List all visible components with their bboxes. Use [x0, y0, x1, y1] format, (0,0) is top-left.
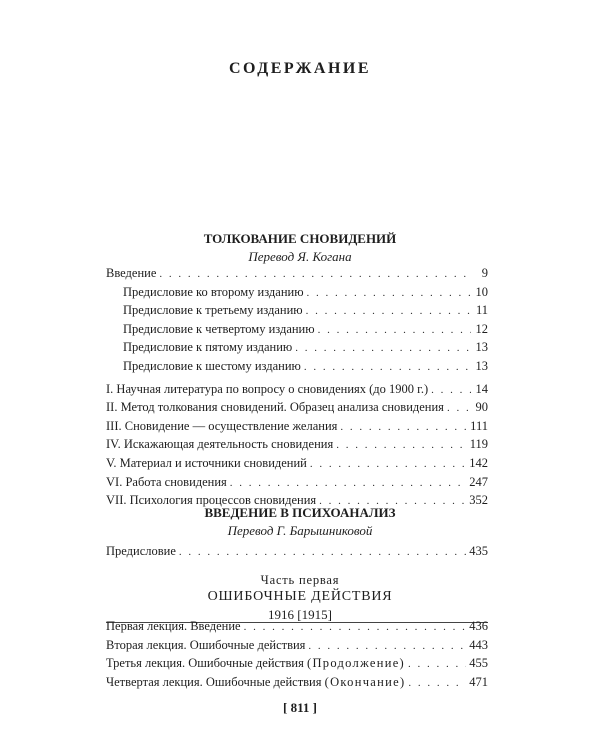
toc-entry-label: II. Метод толкования сновидений. Образец анализа сновидения — [106, 400, 444, 415]
leader-dots — [308, 637, 466, 656]
leader-dots — [304, 358, 471, 377]
leader-dots — [230, 474, 466, 493]
toc-entry-label: Предисловие ко второму изданию — [123, 284, 304, 299]
leader-dots — [310, 455, 466, 474]
toc-entry[interactable] — [106, 320, 488, 339]
toc-entry-label: Введение — [106, 266, 157, 280]
toc-entry[interactable] — [106, 617, 488, 636]
toc-entry[interactable] — [106, 473, 488, 492]
toc-entry-label: IV. Искажающая деятельность сновидения — [106, 437, 334, 452]
section2-preface — [106, 542, 488, 561]
toc-entry-label: Предисловие к четвертому изданию — [123, 321, 315, 336]
toc-entry-page: 13 — [475, 358, 488, 373]
toc-entry-label: V. Материал и источники сновидений — [106, 455, 307, 470]
toc-entry-label: I. Научная литература по вопросу о сновидениях (до 1900 г.) — [106, 381, 429, 396]
leader-dots — [307, 284, 471, 303]
section2-lectures — [106, 617, 488, 691]
toc-entry[interactable] — [106, 357, 488, 376]
page-title: СОДЕРЖАНИЕ — [228, 60, 372, 77]
toc-entry-note: (Продолжение) — [306, 656, 406, 671]
toc-entry[interactable] — [106, 636, 488, 655]
part-years: 1916 [1915] — [268, 607, 332, 622]
leader-dots — [179, 543, 466, 562]
leader-dots — [244, 618, 467, 637]
toc-entry-page: 11 — [475, 303, 488, 318]
toc-entry-label: VII. Психология процессов сновидения — [106, 493, 317, 508]
toc-entry[interactable] — [106, 417, 488, 436]
toc-entry-page: 111 — [470, 418, 488, 433]
toc-entry-title: Четвертая лекция. Ошибочные действия — [106, 674, 322, 689]
section2-title: ВВЕДЕНИЕ В ПСИХОАНАЛИЗ — [204, 505, 396, 520]
toc-entry-page: 247 — [469, 474, 488, 489]
toc-entry-label: VI. Работа сновидения — [106, 474, 227, 489]
toc-entry[interactable] — [106, 454, 488, 473]
toc-entry[interactable] — [106, 283, 488, 302]
toc-entry[interactable] — [106, 398, 488, 417]
section1-translator: Перевод Я. Когана — [248, 249, 352, 264]
toc-entry-label: Предисловие к шестому изданию — [123, 358, 301, 373]
toc-entry-page: 142 — [469, 455, 488, 470]
toc-entry-label: Предисловие — [106, 544, 176, 558]
leader-dots — [340, 418, 467, 437]
toc-entry-label: Вторая лекция. Ошибочные действия — [106, 637, 306, 652]
toc-entry[interactable] — [106, 380, 488, 399]
toc-entry-page: 12 — [475, 321, 488, 336]
toc-entry-page: 436 — [469, 619, 488, 633]
toc-entry-title: Третья лекция. Ошибочные действия — [106, 656, 304, 671]
toc-entry[interactable] — [106, 338, 488, 357]
toc-entry-page: 443 — [469, 637, 488, 652]
leader-dots — [408, 674, 466, 693]
toc-entry-label — [106, 673, 405, 692]
leader-dots — [408, 655, 466, 674]
section1-toc — [106, 264, 488, 510]
toc-entry-page: 471 — [469, 674, 488, 689]
leader-dots — [431, 381, 471, 400]
toc-entry[interactable] — [106, 542, 488, 561]
leader-dots — [447, 399, 471, 418]
toc-entry-label: Предисловие к пятому изданию — [123, 340, 293, 355]
section1-title: ТОЛКОВАНИЕ СНОВИДЕНИЙ — [203, 231, 397, 246]
leader-dots — [306, 302, 471, 321]
section2-translator: Перевод Г. Барышниковой — [227, 523, 373, 538]
toc-entry[interactable] — [106, 435, 488, 454]
toc-entry-page: 9 — [481, 266, 488, 280]
part-title: ОШИБОЧНЫЕ ДЕЙСТВИЯ — [207, 589, 393, 604]
toc-entry-label: Первая лекция. Введение — [106, 619, 241, 633]
toc-entry-label: Предисловие к третьему изданию — [123, 303, 303, 318]
leader-dots — [318, 321, 471, 340]
page-number: [ 811 ] — [283, 700, 317, 715]
toc-entry[interactable] — [106, 301, 488, 320]
toc-entry-page: 10 — [475, 284, 488, 299]
leader-dots — [295, 339, 471, 358]
toc-entry-label: III. Сновидение — осуществление желания — [106, 418, 338, 433]
toc-entry-page: 13 — [475, 340, 488, 355]
toc-entry-page: 14 — [475, 381, 488, 396]
toc-entry-page: 435 — [469, 544, 488, 558]
leader-dots — [336, 436, 466, 455]
toc-entry[interactable] — [106, 673, 488, 692]
toc-entry-page: 352 — [469, 493, 488, 508]
toc-entry-page: 119 — [469, 437, 488, 452]
toc-entry[interactable] — [106, 264, 488, 283]
part-label: Часть первая — [260, 573, 340, 587]
toc-entry-label — [106, 654, 405, 673]
leader-dots — [159, 265, 471, 284]
toc-entry-note: (Окончание) — [324, 674, 406, 689]
toc-entry-page: 90 — [475, 400, 488, 415]
toc-entry[interactable] — [106, 654, 488, 673]
toc-entry-page: 455 — [469, 656, 488, 671]
